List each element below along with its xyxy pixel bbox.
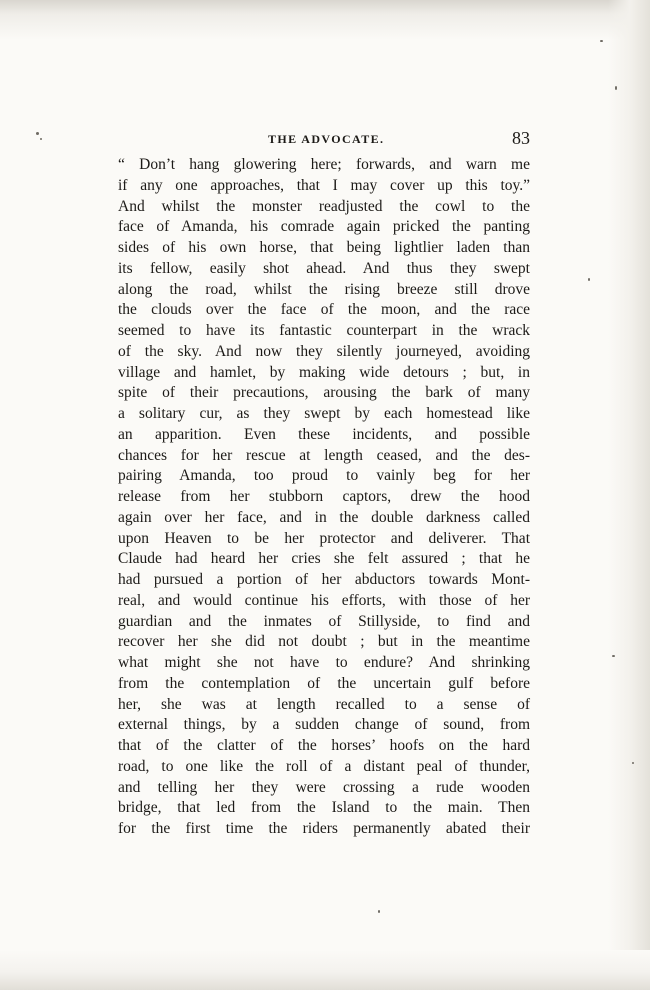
text-line: its fellow, easily shot ahead. And thus they swept (118, 259, 530, 277)
running-head (118, 128, 530, 156)
body-text (118, 155, 530, 840)
text-line: had pursued a portion of her abductors towards Mont- (118, 571, 530, 588)
page-top-shadow (0, 0, 650, 60)
text-line: seemed to have its fantastic counterpart in the wrack (118, 322, 530, 339)
text-line: release from her stubborn captors, drew the hood (118, 488, 530, 505)
text-line: an apparition. Even these incidents, and possible (118, 425, 530, 443)
text-line: what might she not have to endure? And shrinking (118, 654, 530, 671)
text-line: real, and would continue his efforts, with those of her (118, 591, 530, 609)
text-line: face of Amanda, his comrade again pricked the panting (118, 218, 530, 236)
page-bottom-shadow (0, 950, 650, 990)
text-line: and telling her they were crossing a rude wooden (118, 778, 530, 796)
text-line: guardian and the inmates of Stillyside, to find and (118, 612, 530, 630)
text-line: for the first time the riders permanently abated their (118, 820, 530, 837)
text-line: her, she was at length recalled to a sense of (118, 695, 530, 713)
text-line: chances for her rescue at length ceased, and the des- (118, 446, 530, 464)
text-line: upon Heaven to be her protector and deliverer. That (118, 529, 530, 547)
text-line: recover her she did not doubt ; but in the meantime (118, 633, 530, 651)
text-line: the clouds over the face of the moon, and the race (118, 301, 530, 319)
page-right-shadow (608, 0, 650, 990)
text-line: village and hamlet, by making wide detours ; but, in (118, 363, 530, 381)
text-line: again over her face, and in the double darkness called (118, 508, 530, 526)
text-line: that of the clatter of the horses’ hoofs on the hard (118, 737, 530, 754)
text-line: sides of his own horse, that being lightlier laden than (118, 239, 530, 256)
text-line: from the contemplation of the uncertain gulf before (118, 674, 530, 692)
text-line: of the sky. And now they silently journeyed, avoiding (118, 342, 530, 360)
text-line: road, to one like the roll of a distant peal of thunder, (118, 757, 530, 775)
text-line: along the road, whilst the rising breeze still drove (118, 280, 530, 298)
text-line: if any one approaches, that I may cover up this toy.” (118, 176, 530, 194)
text-line: spite of their precautions, arousing the bark of many (118, 384, 530, 402)
running-head-title: THE ADVOCATE. (268, 132, 385, 146)
text-line: Claude had heard her cries she felt assured ; that he (118, 550, 530, 568)
page-number: 83 (512, 128, 530, 148)
text-line: “ Don’t hang glowering here; forwards, and warn me (118, 156, 530, 173)
text-line: And whilst the monster readjusted the cowl to the (118, 197, 530, 215)
text-line: a solitary cur, as they swept by each homestead like (118, 405, 530, 422)
text-line: bridge, that led from the Island to the main. Then (118, 799, 530, 817)
text-line: pairing Amanda, too proud to vainly beg for her (118, 467, 530, 485)
text-line: external things, by a sudden change of sound, from (118, 716, 530, 734)
